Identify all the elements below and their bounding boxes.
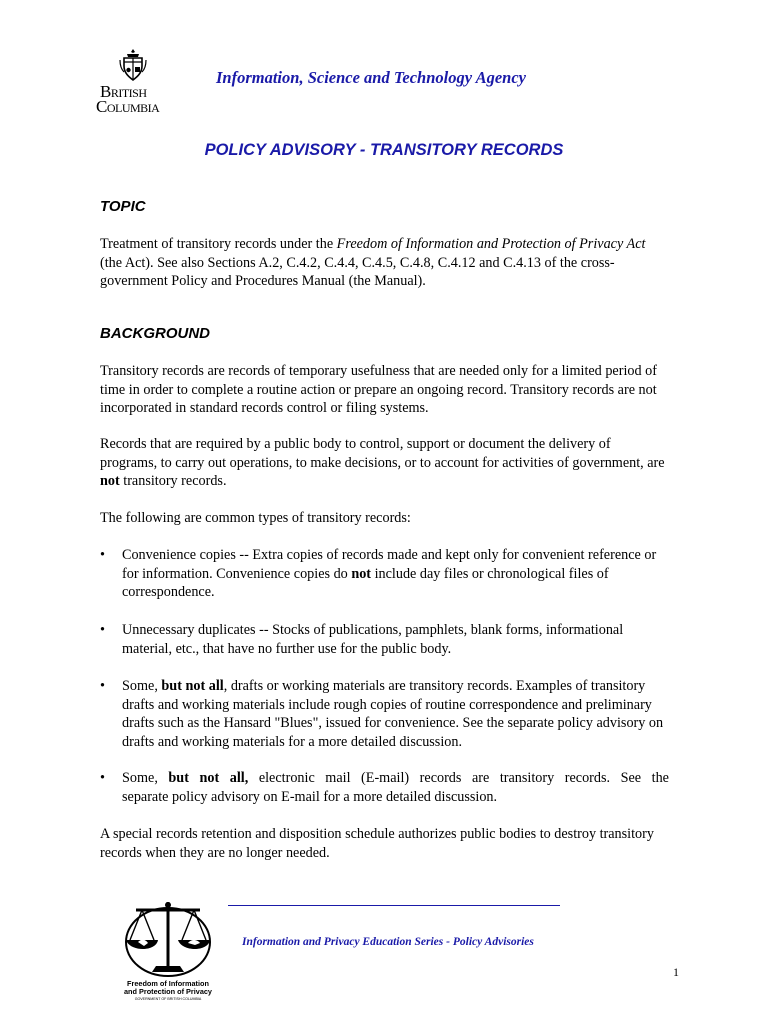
b4-text-pre: Some, <box>122 770 169 786</box>
b1-text-post: include day files or chronological files of correspondence. <box>122 565 609 600</box>
british-columbia-logo <box>96 48 176 114</box>
p2-text-pre: Records that are required by a public body to control, support or document the delivery of programs, to carry out operations, to make decisions, or to account for activities of government, are <box>100 436 665 471</box>
footer-series: Information and Privacy Education Series - Policy Advisories <box>242 936 534 948</box>
foip-logo-line-2: and Protection of Privacy <box>124 987 212 996</box>
topic-paragraph <box>100 235 670 291</box>
p2-bold-not: not <box>100 473 120 489</box>
page-title: POLICY ADVISORY - TRANSITORY RECORDS <box>204 141 564 159</box>
page-number: 1 <box>673 965 679 979</box>
b3-text-post: , drafts or working materials are transitory records. Examples of transitory drafts and working materials include rough copies of routine correspondence and preliminary drafts such as the Hansard "Blues", issued for convenience. See the separate policy advisory on drafts and working materials for a more detailed discussion. <box>122 678 664 750</box>
bullet-icon: • <box>100 678 105 694</box>
background-heading: BACKGROUND <box>100 325 210 342</box>
footer-divider <box>228 905 560 906</box>
topic-text-pre: Treatment of transitory records under the <box>100 236 337 252</box>
p2-text-post: transitory records. <box>119 473 227 489</box>
b1-bold: not <box>351 565 372 582</box>
b3-bold: but not all <box>161 678 224 694</box>
bullet-text-convenience <box>122 546 669 602</box>
foip-logo-line-1: Freedom of Information <box>127 979 209 988</box>
b4-text-post: electronic mail (E-mail) records are transitory records. See the <box>248 770 669 786</box>
agency-name: Information, Science and Technology Agency <box>216 68 526 87</box>
topic-text-post: (the Act). See also Sections A.2, C.4.2, C.4.4, C.4.5, C.4.8, C.4.12 and C.4.13 of the cross-government Policy and Procedures Manual (the Manual). <box>100 254 615 289</box>
bullet-icon: • <box>100 622 105 638</box>
b3-text-pre: Some, <box>122 678 162 694</box>
background-paragraph-1: Transitory records are records of temporary usefulness that are needed only for a limited period of time in order to complete a routine action or prepare an ongoing record. Transitory records are not incorporated in standard records control or filing systems. <box>100 363 657 416</box>
topic-heading: TOPIC <box>100 198 146 215</box>
background-paragraph-3: The following are common types of transitory records: <box>100 510 411 526</box>
bullet-text-email <box>122 769 669 806</box>
bullet-text-duplicates: Unnecessary duplicates -- Stocks of publications, pamphlets, blank forms, informational material, etc., that have no further use for the public body. <box>122 622 624 657</box>
act-title: Freedom of Information and Protection of Privacy Act <box>336 236 646 252</box>
bullet-text-drafts <box>122 677 669 751</box>
b4-line-1 <box>122 769 669 788</box>
scales-of-justice-icon <box>118 896 218 978</box>
b4-bold: but not all, <box>168 770 249 786</box>
b4-line-2: separate policy advisory on E-mail for a more detailed discussion. <box>122 788 498 805</box>
bc-crest-icon <box>118 48 148 82</box>
logo-line-british: British <box>100 82 147 101</box>
background-paragraph-2 <box>100 435 670 491</box>
foip-logo-line-3: GOVERNMENT OF BRITISH COLUMBIA <box>134 997 202 1001</box>
logo-line-columbia: Columbia <box>96 97 160 116</box>
background-paragraph-4: A special records retention and disposition schedule authorizes public bodies to destroy transitory records when they are no longer needed. <box>100 826 654 861</box>
bullet-icon: • <box>100 770 105 786</box>
b1-text-pre: Convenience copies -- Extra copies of records made and kept only for convenient reference or for information. Convenience copies do <box>122 547 657 582</box>
foip-logo <box>118 896 218 1018</box>
bullet-icon: • <box>100 547 105 563</box>
